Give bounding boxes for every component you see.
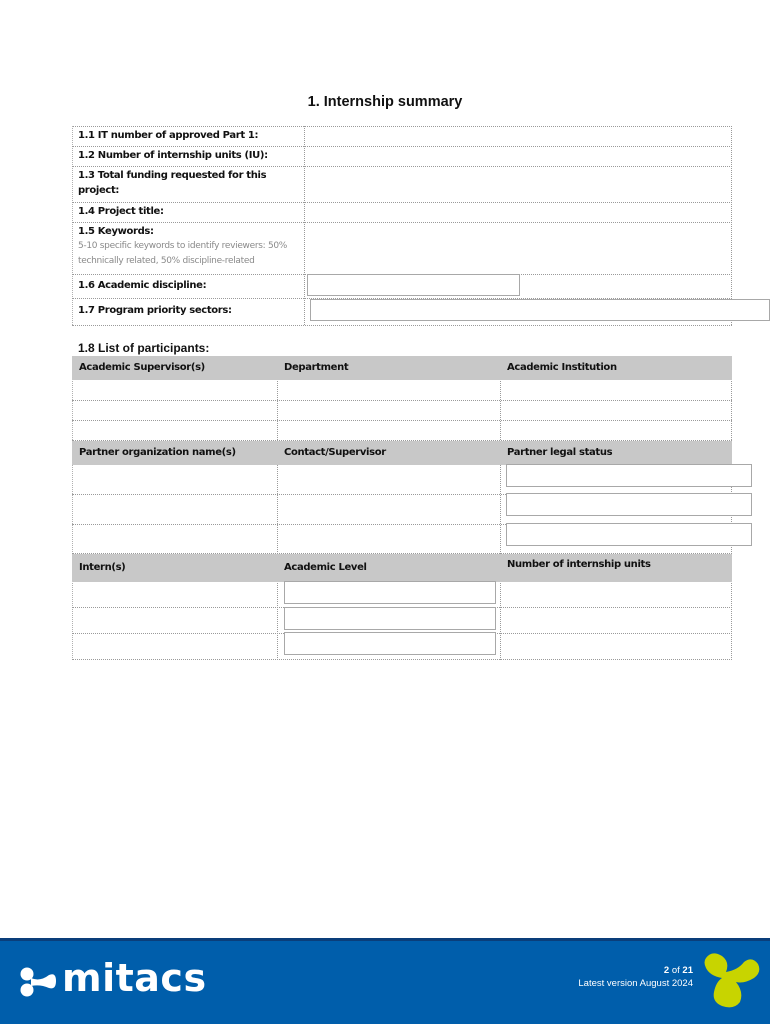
it-number-label: 1.1 IT number of approved Part 1: <box>78 130 259 141</box>
participants-table <box>72 356 732 660</box>
keywords-label: 1.5 Keywords: <box>78 226 154 237</box>
keywords-hint: 5-10 specific keywords to identify reviewers: 50% technically related, 50% discipline-related <box>78 241 288 266</box>
page-number: 2 <box>663 965 670 976</box>
priority-sectors-label: 1.7 Program priority sectors: <box>78 305 232 316</box>
department-header: Department <box>284 362 349 373</box>
version-text: Latest version August 2024 <box>578 978 693 989</box>
accent-logo-icon <box>700 952 764 1010</box>
table-row <box>72 380 732 401</box>
table-row <box>72 400 732 421</box>
academic-institution-header: Academic Institution <box>507 362 617 373</box>
contact-supervisor-header: Contact/Supervisor <box>284 447 386 458</box>
section-title: 1. Internship summary <box>307 94 463 110</box>
keywords-input[interactable] <box>306 223 730 273</box>
total-funding-label: 1.3 Total funding requested for this project: <box>78 170 267 196</box>
academic-discipline-label: 1.6 Academic discipline: <box>78 280 207 291</box>
page-info <box>578 964 693 990</box>
project-title-input[interactable] <box>306 203 730 221</box>
internship-summary-table <box>72 126 732 325</box>
supervisor-header-row <box>72 356 732 380</box>
project-title-label: 1.4 Project title: <box>78 206 164 217</box>
total-funding-input[interactable] <box>306 167 730 201</box>
academic-level-select[interactable] <box>284 632 496 655</box>
priority-sectors-select[interactable] <box>310 299 770 321</box>
page-footer <box>0 938 770 1024</box>
academic-level-select[interactable] <box>284 607 496 630</box>
mitacs-wordmark: mitacs <box>62 956 207 1000</box>
academic-discipline-select[interactable] <box>307 274 520 296</box>
partner-legal-status-select[interactable] <box>506 523 752 546</box>
internship-units-label: 1.2 Number of internship units (IU): <box>78 150 268 161</box>
intern-header: Intern(s) <box>79 562 126 573</box>
mitacs-logo-icon <box>18 964 58 1000</box>
internship-units-header: Number of internship units <box>507 559 651 570</box>
partner-legal-status-header: Partner legal status <box>507 447 613 458</box>
academic-level-select[interactable] <box>284 581 496 604</box>
partner-legal-status-select[interactable] <box>506 493 752 516</box>
academic-supervisor-header: Academic Supervisor(s) <box>79 362 205 373</box>
intern-header-row <box>72 554 732 582</box>
table-row <box>72 420 732 441</box>
partner-header-row <box>72 441 732 465</box>
partner-organization-header: Partner organization name(s) <box>79 447 236 458</box>
participants-heading: 1.8 List of participants: <box>78 341 210 355</box>
page-of: of <box>671 965 680 976</box>
academic-level-header: Academic Level <box>284 562 367 573</box>
internship-units-input[interactable] <box>306 147 730 165</box>
it-number-input[interactable] <box>306 127 730 145</box>
partner-legal-status-select[interactable] <box>506 464 752 487</box>
page-total: 21 <box>682 965 693 976</box>
